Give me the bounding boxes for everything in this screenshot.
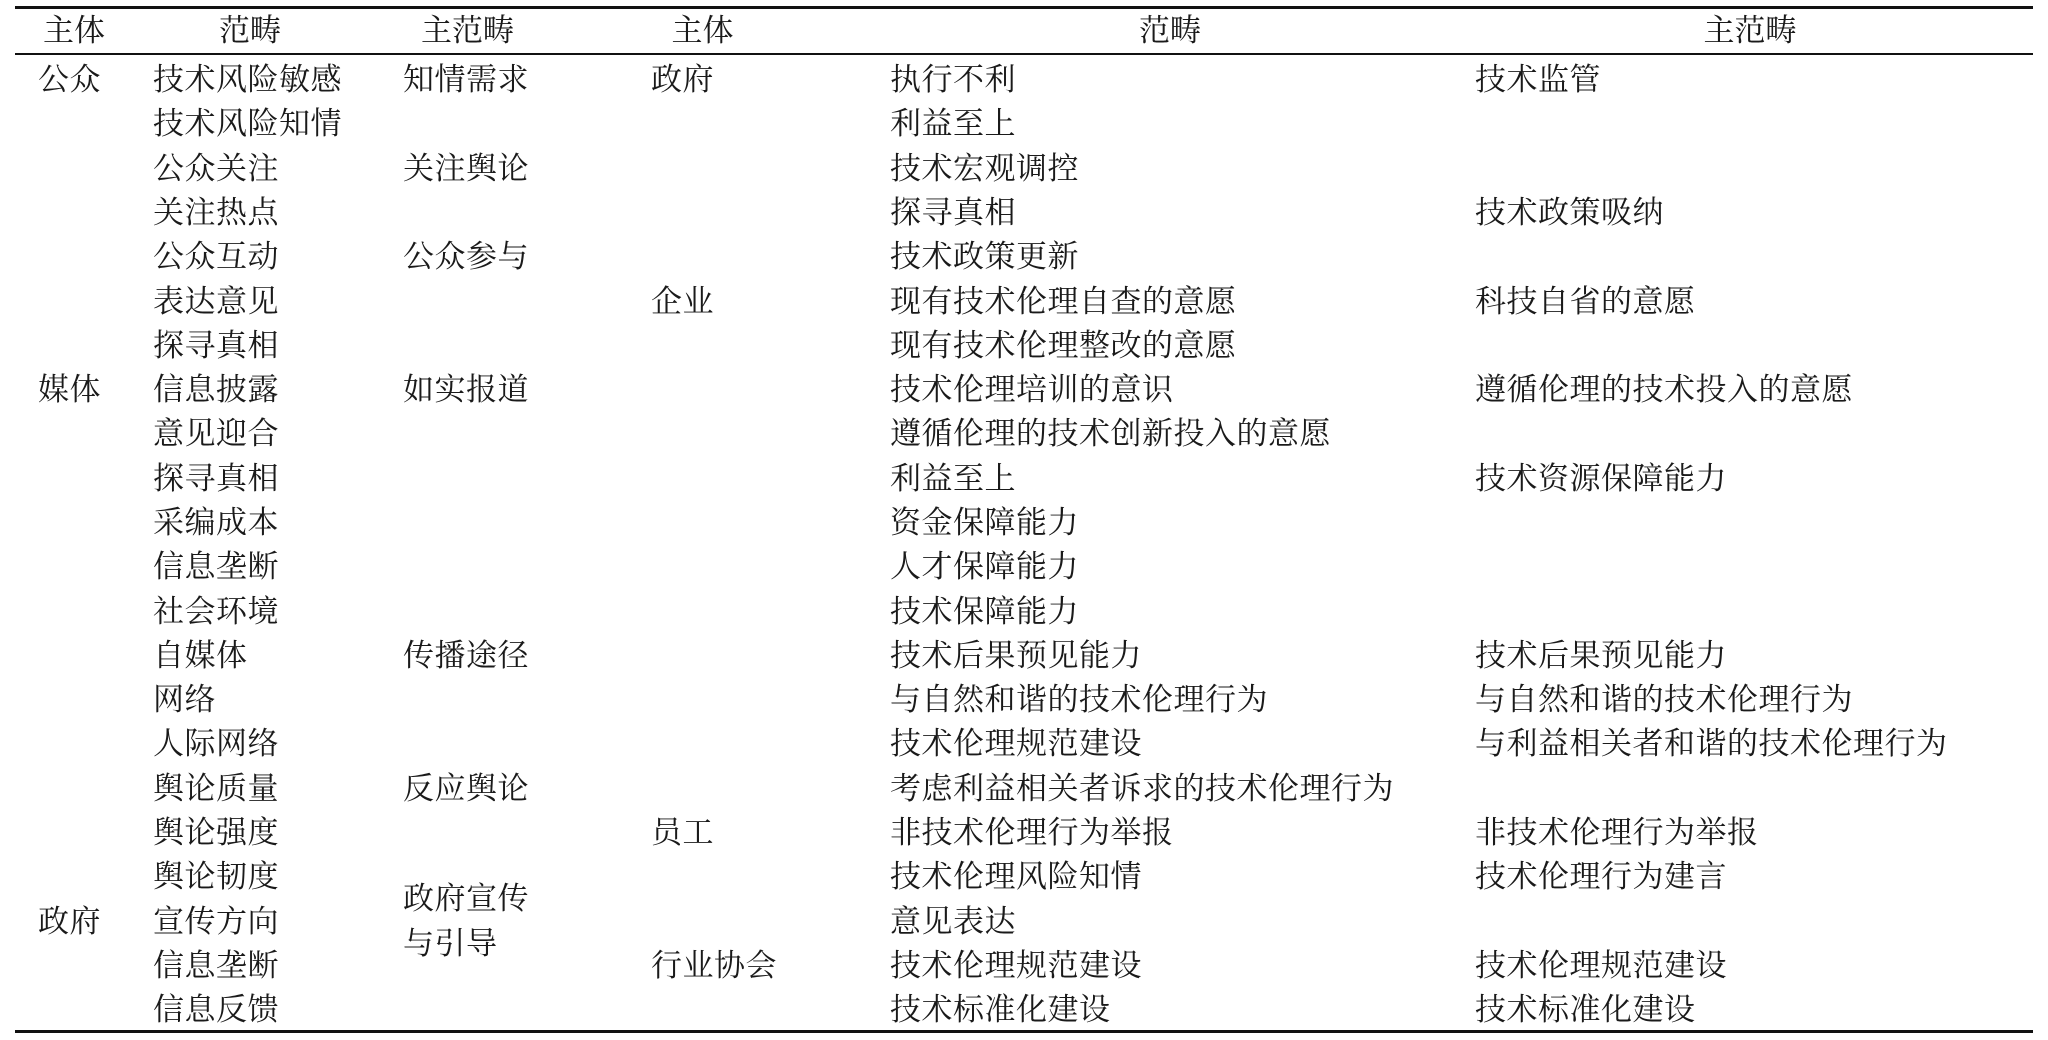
right-category-cell: 资金保障能力 bbox=[890, 505, 1079, 541]
left-category-cell: 公众关注 bbox=[153, 151, 279, 187]
left-main-category-cell: 关注舆论 bbox=[403, 151, 529, 187]
right-main-category-cell: 与自然和谐的技术伦理行为 bbox=[1475, 682, 1853, 718]
right-main-category-cell: 遵循伦理的技术投入的意愿 bbox=[1475, 372, 1853, 408]
left-main-category-cell: 如实报道 bbox=[403, 372, 529, 408]
left-main-category-cell: 与引导 bbox=[403, 926, 498, 962]
right-category-cell: 技术后果预见能力 bbox=[890, 638, 1142, 674]
left-category-cell: 社会环境 bbox=[153, 594, 279, 630]
header-main-category-right: 主范畴 bbox=[1703, 13, 1797, 49]
header-subject-left: 主体 bbox=[43, 13, 105, 49]
right-category-cell: 技术伦理规范建设 bbox=[890, 948, 1142, 984]
table-header-rule bbox=[15, 53, 2033, 55]
right-category-cell: 意见表达 bbox=[890, 904, 1016, 940]
right-category-cell: 与自然和谐的技术伦理行为 bbox=[890, 682, 1268, 718]
left-category-cell: 舆论强度 bbox=[153, 815, 279, 851]
right-main-category-cell: 技术监管 bbox=[1475, 62, 1601, 98]
right-main-category-cell: 技术伦理规范建设 bbox=[1475, 948, 1727, 984]
right-main-category-cell: 技术资源保障能力 bbox=[1475, 461, 1727, 497]
right-category-cell: 非技术伦理行为举报 bbox=[890, 815, 1174, 851]
right-category-cell: 利益至上 bbox=[890, 461, 1016, 497]
right-category-cell: 现有技术伦理自查的意愿 bbox=[890, 284, 1237, 320]
left-category-cell: 公众互动 bbox=[153, 239, 279, 275]
right-main-category-cell: 技术政策吸纳 bbox=[1475, 195, 1664, 231]
right-category-cell: 考虑利益相关者诉求的技术伦理行为 bbox=[890, 771, 1394, 807]
left-main-category-cell: 公众参与 bbox=[403, 239, 529, 275]
right-category-cell: 技术伦理培训的意识 bbox=[890, 372, 1174, 408]
right-main-category-cell: 技术后果预见能力 bbox=[1475, 638, 1727, 674]
right-subject-cell: 企业 bbox=[651, 284, 714, 320]
left-category-cell: 舆论韧度 bbox=[153, 859, 279, 895]
left-category-cell: 宣传方向 bbox=[153, 904, 279, 940]
left-category-cell: 技术风险敏感 bbox=[153, 62, 342, 98]
left-category-cell: 信息垄断 bbox=[153, 948, 279, 984]
right-category-cell: 技术宏观调控 bbox=[890, 151, 1079, 187]
right-category-cell: 技术政策更新 bbox=[890, 239, 1079, 275]
left-category-cell: 人际网络 bbox=[153, 726, 279, 762]
right-category-cell: 技术伦理风险知情 bbox=[890, 859, 1142, 895]
left-category-cell: 表达意见 bbox=[153, 284, 279, 320]
header-category-left: 范畴 bbox=[219, 13, 281, 49]
left-category-cell: 舆论质量 bbox=[153, 771, 279, 807]
left-main-category-cell: 知情需求 bbox=[403, 62, 529, 98]
left-subject-cell: 公众 bbox=[38, 62, 101, 98]
header-main-category-left: 主范畴 bbox=[421, 13, 514, 49]
left-main-category-cell: 反应舆论 bbox=[403, 771, 529, 807]
left-category-cell: 信息垄断 bbox=[153, 549, 279, 585]
right-category-cell: 人才保障能力 bbox=[890, 549, 1079, 585]
left-main-category-cell: 传播途径 bbox=[403, 638, 529, 674]
right-category-cell: 技术保障能力 bbox=[890, 594, 1079, 630]
right-category-cell: 利益至上 bbox=[890, 106, 1016, 142]
right-main-category-cell: 与利益相关者和谐的技术伦理行为 bbox=[1475, 726, 1948, 762]
right-category-cell: 技术伦理规范建设 bbox=[890, 726, 1142, 762]
right-category-cell: 技术标准化建设 bbox=[890, 992, 1111, 1028]
left-category-cell: 信息反馈 bbox=[153, 992, 279, 1028]
right-main-category-cell: 技术伦理行为建言 bbox=[1475, 859, 1727, 895]
right-category-cell: 探寻真相 bbox=[890, 195, 1016, 231]
right-subject-cell: 员工 bbox=[651, 815, 714, 851]
right-subject-cell: 行业协会 bbox=[651, 948, 777, 984]
right-category-cell: 执行不利 bbox=[890, 62, 1016, 98]
left-subject-cell: 媒体 bbox=[38, 372, 101, 408]
right-category-cell: 现有技术伦理整改的意愿 bbox=[890, 328, 1237, 364]
left-category-cell: 自媒体 bbox=[153, 638, 248, 674]
right-main-category-cell: 科技自省的意愿 bbox=[1475, 284, 1696, 320]
left-category-cell: 关注热点 bbox=[153, 195, 279, 231]
left-category-cell: 网络 bbox=[153, 682, 216, 718]
left-category-cell: 意见迎合 bbox=[153, 416, 279, 452]
right-main-category-cell: 非技术伦理行为举报 bbox=[1475, 815, 1759, 851]
right-category-cell: 遵循伦理的技术创新投入的意愿 bbox=[890, 416, 1331, 452]
left-category-cell: 探寻真相 bbox=[153, 461, 279, 497]
left-main-category-cell: 政府宣传 bbox=[403, 881, 529, 917]
left-subject-cell: 政府 bbox=[38, 904, 101, 940]
left-category-cell: 技术风险知情 bbox=[153, 106, 342, 142]
right-subject-cell: 政府 bbox=[651, 62, 714, 98]
left-category-cell: 信息披露 bbox=[153, 372, 279, 408]
header-subject-right: 主体 bbox=[671, 13, 734, 49]
right-main-category-cell: 技术标准化建设 bbox=[1475, 992, 1696, 1028]
left-category-cell: 采编成本 bbox=[153, 505, 279, 541]
header-category-right: 范畴 bbox=[1139, 13, 1201, 49]
left-category-cell: 探寻真相 bbox=[153, 328, 279, 364]
